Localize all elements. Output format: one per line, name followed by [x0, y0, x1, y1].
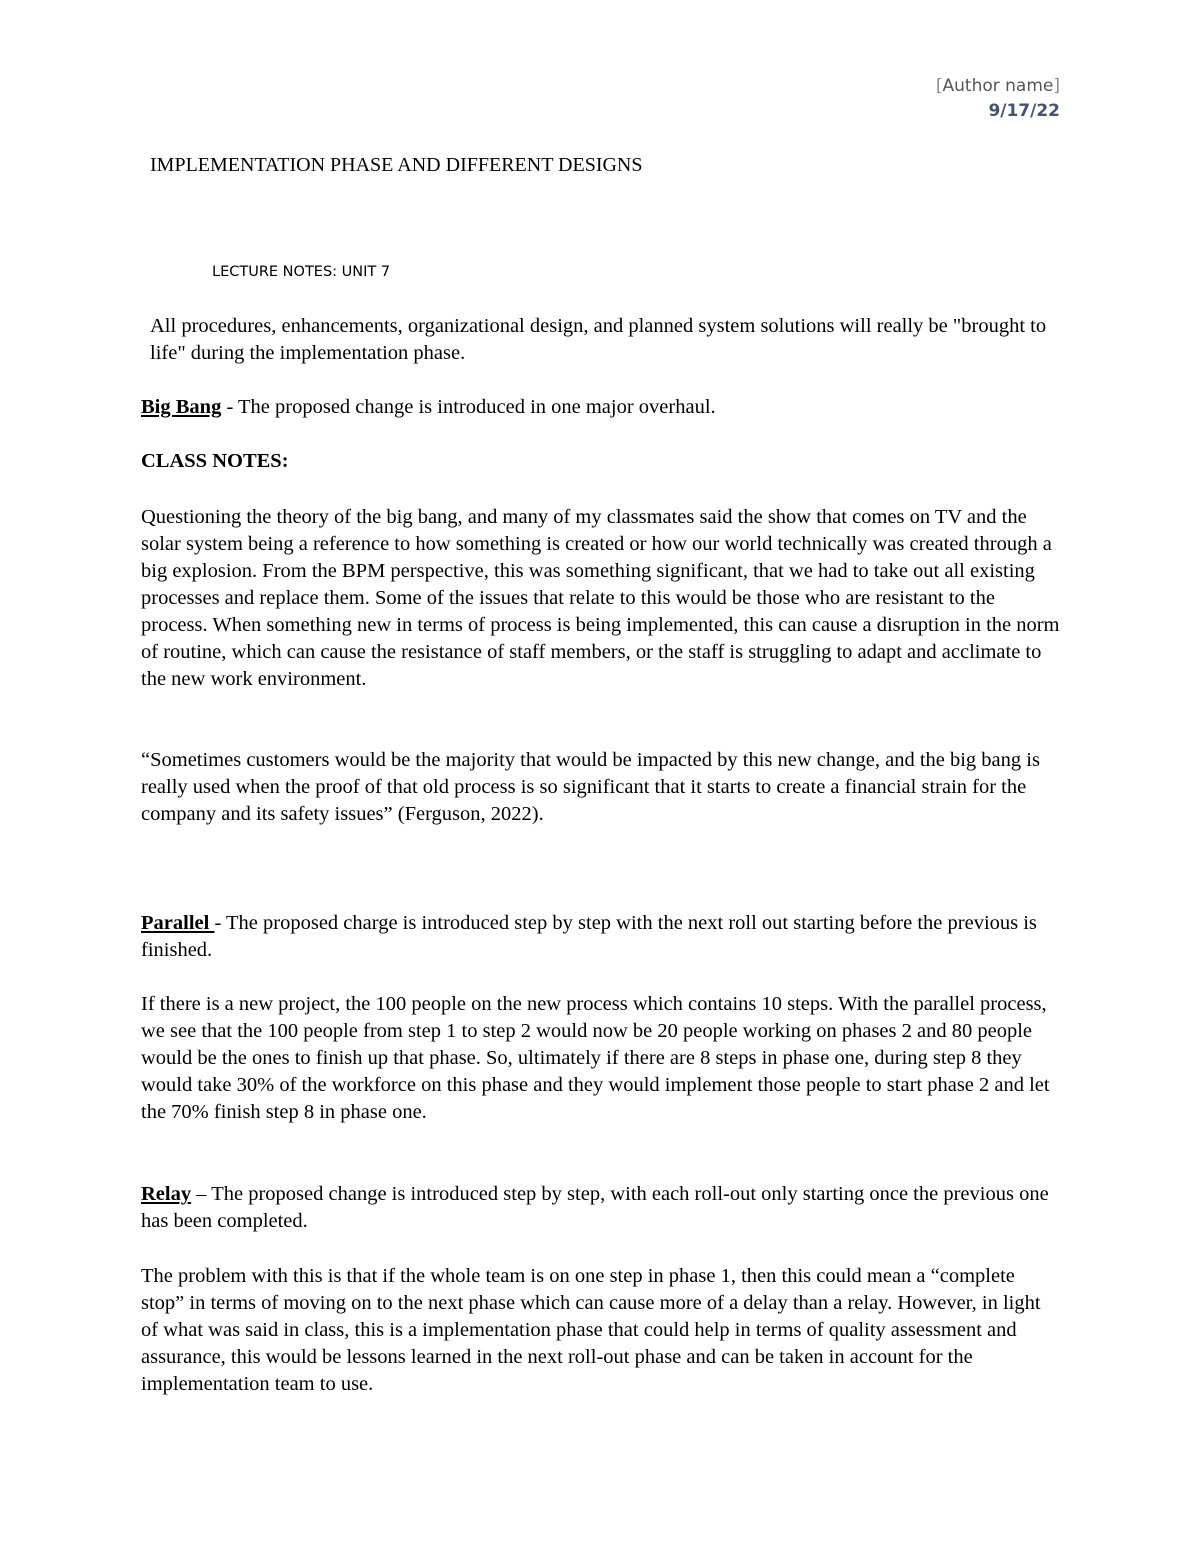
author-close-bracket: ]: [1053, 76, 1060, 96]
header-block: [936, 74, 1060, 124]
parallel-definition: [141, 910, 1061, 964]
relay-paragraph: The problem with this is that if the whole team is on one step in phase 1, then this could mean a “complete stop” in terms of moving on to the next phase which can cause more of a delay than a relay. However, in light of what was said in class, this is a implementation phase that could help in terms of quality assessment and assurance, this would be lessons learned in the next roll-out phase and can be taken in account for the implementation team to use.: [141, 1265, 1041, 1395]
author-name: [936, 74, 1060, 99]
relay-term: Relay: [141, 1183, 192, 1205]
class-notes-paragraph: Questioning the theory of the big bang, and many of my classmates said the show that comes on TV and the solar system being a reference to how something is created or how our world technically was created through a big explosion. From the BPM perspective, this was something significant, that we had to take out all existing processes and replace them. Some of the issues that relate to this would be those who are resistant to the process. When something new in terms of process is being implemented, this can cause a disruption in the norm of routine, which can cause the resistance of staff members, or the staff is struggling to adapt and acclimate to the new work environment.: [141, 506, 1060, 690]
relay-description: – The proposed change is introduced step by step, with each roll-out only starting once the previous one has been completed.: [141, 1183, 1049, 1232]
author-open-bracket: [: [935, 76, 943, 96]
document-title: IMPLEMENTATION PHASE AND DIFFERENT DESIGNS: [150, 154, 643, 176]
parallel-paragraph: If there is a new project, the 100 people on the new process which contains 10 steps. With the parallel process, we see that the 100 people from step 1 to step 2 would now be 20 people working on phases 2 and 80 people would be the ones to finish up that phase. So, ultimately if there are 8 steps in phase one, during step 8 they would take 30% of the workforce on this phase and they would implement those people to start phase 2 and let the 70% finish step 8 in phase one.: [141, 993, 1050, 1123]
big-bang-description: - The proposed change is introduced in one major overhaul.: [221, 396, 716, 418]
big-bang-definition: [141, 394, 1061, 421]
big-bang-term: Big Bang: [141, 396, 222, 418]
relay-definition: [141, 1181, 1061, 1235]
parallel-description: - The proposed charge is introduced step by step with the next roll out starting before the previous is finished.: [141, 912, 1037, 961]
document-date: 9/17/22: [988, 101, 1060, 121]
quote-paragraph: “Sometimes customers would be the majority that would be impacted by this new change, and the big bang is really used when the proof of that old process is so significant that it starts to create a financial strain for the company and its safety issues” (Ferguson, 2022).: [141, 749, 1040, 825]
class-notes-heading: CLASS NOTES:: [141, 450, 289, 472]
parallel-term: Parallel: [141, 912, 215, 934]
lecture-label: LECTURE NOTES: UNIT 7: [212, 264, 391, 280]
author-name-text: Author name: [942, 76, 1054, 96]
intro-paragraph: All procedures, enhancements, organizational design, and planned system solutions will really be "brought to life" during the implementation phase.: [150, 315, 1047, 364]
